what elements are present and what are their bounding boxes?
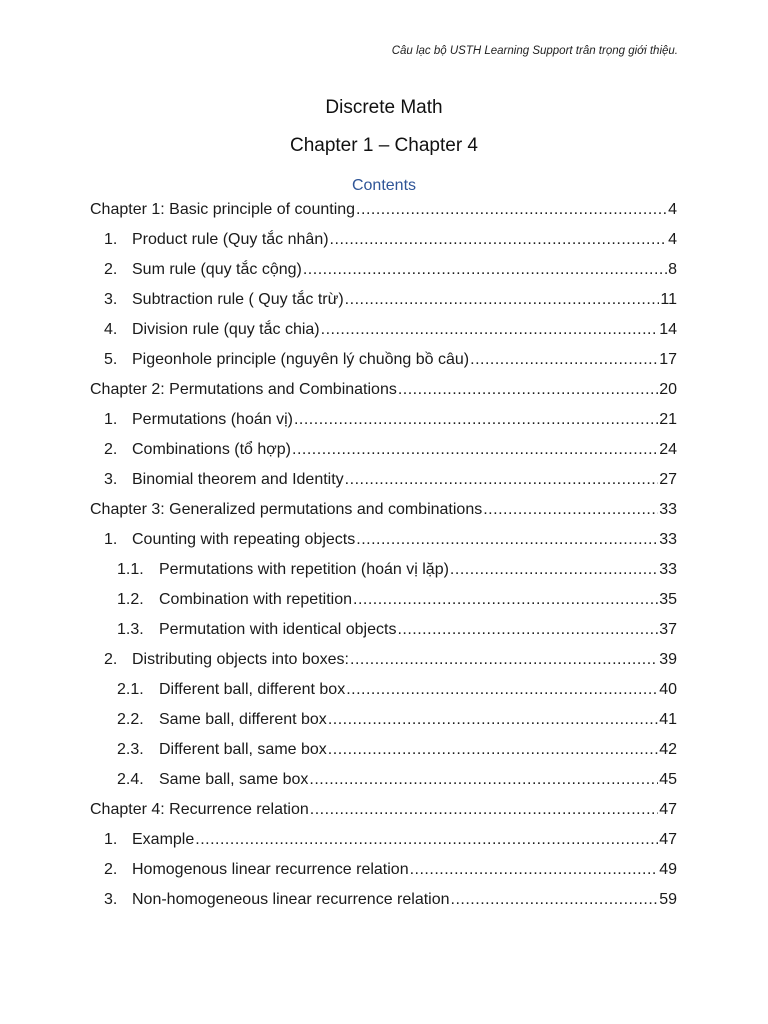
toc-section-entry[interactable] — [90, 530, 677, 560]
header-note: Câu lạc bộ USTH Learning Support trân trọng giới thiệu. — [391, 45, 678, 57]
toc-section-entry[interactable] — [90, 620, 677, 650]
toc-chapter-entry[interactable] — [90, 500, 677, 530]
toc-page-number: 21 — [659, 411, 677, 428]
toc-entry-label: Distributing objects into boxes: — [132, 651, 349, 668]
toc-entry-number: 5. — [104, 351, 118, 368]
toc-page-number: 41 — [659, 711, 677, 728]
toc-dot-leader — [345, 290, 660, 310]
toc-dot-leader — [398, 380, 658, 400]
toc-page-number: 33 — [659, 501, 677, 518]
toc-dot-leader — [346, 680, 658, 700]
toc-page-number: 40 — [659, 681, 677, 698]
toc-entry-label: Division rule (quy tắc chia) — [132, 321, 320, 338]
toc-section-entry[interactable] — [90, 290, 677, 320]
toc-section-entry[interactable] — [90, 440, 677, 470]
toc-section-entry[interactable] — [90, 710, 677, 740]
document-title: Discrete Math — [325, 97, 443, 118]
toc-dot-leader — [345, 470, 659, 490]
toc-dot-leader — [309, 770, 658, 790]
toc-page-number: 24 — [659, 441, 677, 458]
toc-entry-label: Permutation with identical objects — [159, 621, 397, 638]
toc-entry-label: Example — [132, 831, 195, 848]
toc-section-entry[interactable] — [90, 890, 677, 920]
toc-entry-number: 1.2. — [117, 591, 144, 608]
toc-section-entry[interactable] — [90, 350, 677, 380]
toc-entry-number: 4. — [104, 321, 118, 338]
toc-dot-leader — [195, 830, 658, 850]
toc-page-number: 33 — [659, 531, 677, 548]
toc-section-entry[interactable] — [90, 260, 677, 290]
toc-page-number: 45 — [659, 771, 677, 788]
toc-chapter-entry[interactable] — [90, 200, 677, 230]
toc-page-number: 17 — [659, 351, 677, 368]
toc-dot-leader — [350, 650, 658, 670]
table-of-contents — [90, 200, 677, 920]
toc-dot-leader — [292, 440, 658, 460]
toc-page-number: 47 — [659, 831, 677, 848]
toc-dot-leader — [356, 200, 667, 220]
toc-entry-label: Permutations (hoán vị) — [132, 411, 293, 428]
toc-entry-number: 2.4. — [117, 771, 144, 788]
toc-entry-number: 1. — [104, 531, 118, 548]
toc-entry-label: Permutations with repetition (hoán vị lặp) — [159, 561, 449, 578]
toc-dot-leader — [330, 230, 668, 250]
toc-section-entry[interactable] — [90, 320, 677, 350]
toc-section-entry[interactable] — [90, 560, 677, 590]
toc-entry-label: Different ball, same box — [159, 741, 327, 758]
toc-entry-label: Non-homogeneous linear recurrence relation — [132, 891, 450, 908]
toc-chapter-entry[interactable] — [90, 800, 677, 830]
toc-entry-number: 2. — [104, 441, 118, 458]
toc-dot-leader — [483, 500, 658, 520]
toc-entry-label: Homogenous linear recurrence relation — [132, 861, 409, 878]
toc-dot-leader — [321, 320, 659, 340]
toc-chapter-entry[interactable] — [90, 380, 677, 410]
toc-page-number: 4 — [668, 231, 677, 248]
toc-entry-label: Combinations (tổ hợp) — [132, 441, 292, 458]
toc-section-entry[interactable] — [90, 470, 677, 500]
toc-dot-leader — [294, 410, 658, 430]
toc-page-number: 8 — [668, 261, 677, 278]
toc-dot-leader — [451, 890, 659, 910]
toc-entry-label: Subtraction rule ( Quy tắc trừ) — [132, 291, 344, 308]
toc-dot-leader — [310, 800, 658, 820]
toc-entry-number: 1. — [104, 411, 118, 428]
toc-dot-leader — [303, 260, 667, 280]
toc-entry-label: Chapter 2: Permutations and Combinations — [90, 381, 397, 398]
toc-page-number: 4 — [668, 201, 677, 218]
toc-entry-label: Chapter 1: Basic principle of counting — [90, 201, 356, 218]
toc-dot-leader — [353, 590, 658, 610]
toc-page-number: 42 — [659, 741, 677, 758]
toc-entry-number: 1.1. — [117, 561, 144, 578]
toc-dot-leader — [397, 620, 658, 640]
toc-entry-label: Combination with repetition — [159, 591, 352, 608]
contents-heading: Contents — [351, 177, 417, 194]
toc-section-entry[interactable] — [90, 230, 677, 260]
toc-entry-number: 1. — [104, 831, 118, 848]
toc-entry-number: 3. — [104, 891, 118, 908]
toc-section-entry[interactable] — [90, 860, 677, 890]
toc-page-number: 39 — [659, 651, 677, 668]
toc-entry-number: 2. — [104, 861, 118, 878]
toc-page-number: 14 — [659, 321, 677, 338]
toc-page-number: 37 — [659, 621, 677, 638]
toc-entry-label: Sum rule (quy tắc cộng) — [132, 261, 302, 278]
toc-section-entry[interactable] — [90, 650, 677, 680]
toc-page-number: 35 — [659, 591, 677, 608]
toc-entry-label: Same ball, different box — [159, 711, 327, 728]
toc-page-number: 20 — [659, 381, 677, 398]
toc-entry-number: 3. — [104, 291, 118, 308]
toc-dot-leader — [410, 860, 659, 880]
toc-entry-label: Chapter 4: Recurrence relation — [90, 801, 309, 818]
toc-section-entry[interactable] — [90, 680, 677, 710]
toc-section-entry[interactable] — [90, 410, 677, 440]
toc-dot-leader — [470, 350, 658, 370]
toc-page-number: 59 — [659, 891, 677, 908]
toc-entry-label: Chapter 3: Generalized permutations and combinations — [90, 501, 483, 518]
toc-entry-label: Pigeonhole principle (nguyên lý chuồng bồ câu) — [132, 351, 470, 368]
toc-section-entry[interactable] — [90, 590, 677, 620]
toc-entry-number: 1.3. — [117, 621, 144, 638]
toc-entry-label: Binomial theorem and Identity — [132, 471, 344, 488]
toc-dot-leader — [328, 710, 658, 730]
toc-dot-leader — [356, 530, 658, 550]
toc-page-number: 47 — [659, 801, 677, 818]
toc-entry-number: 2. — [104, 261, 118, 278]
toc-entry-label: Product rule (Quy tắc nhân) — [132, 231, 329, 248]
toc-section-entry[interactable] — [90, 740, 677, 770]
toc-page-number: 27 — [659, 471, 677, 488]
toc-dot-leader — [450, 560, 658, 580]
toc-entry-number: 2.2. — [117, 711, 144, 728]
document-subtitle: Chapter 1 – Chapter 4 — [289, 135, 478, 156]
toc-section-entry[interactable] — [90, 830, 677, 860]
toc-entry-number: 2. — [104, 651, 118, 668]
toc-page-number: 11 — [660, 291, 677, 308]
toc-entry-number: 1. — [104, 231, 118, 248]
toc-entry-number: 2.1. — [117, 681, 144, 698]
toc-entry-number: 3. — [104, 471, 118, 488]
toc-entry-label: Same ball, same box — [159, 771, 309, 788]
toc-page-number: 49 — [659, 861, 677, 878]
toc-entry-label: Different ball, different box — [159, 681, 346, 698]
toc-section-entry[interactable] — [90, 770, 677, 800]
toc-entry-label: Counting with repeating objects — [132, 531, 356, 548]
toc-page-number: 33 — [659, 561, 677, 578]
toc-dot-leader — [328, 740, 658, 760]
toc-entry-number: 2.3. — [117, 741, 144, 758]
